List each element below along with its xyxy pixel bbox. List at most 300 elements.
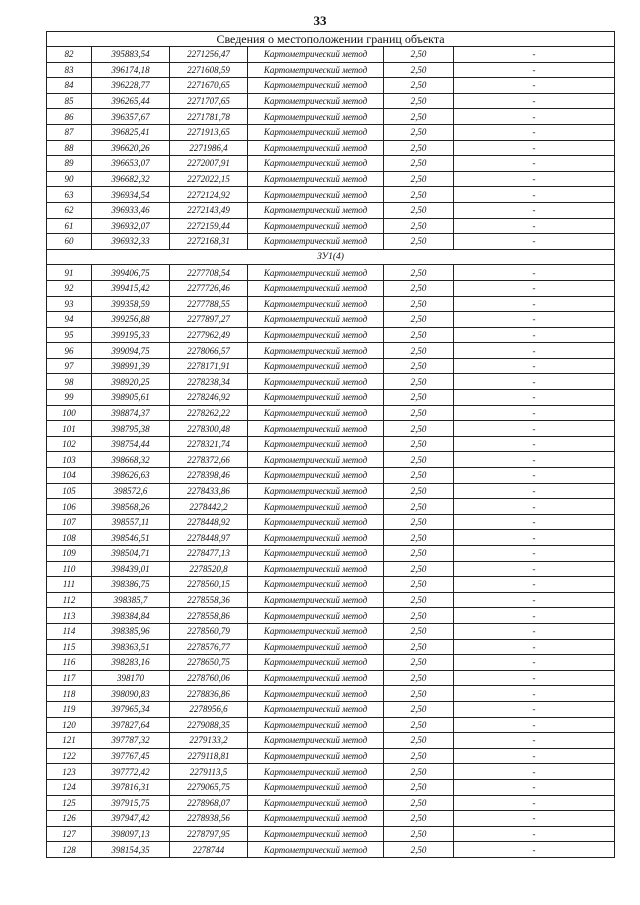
accuracy-cell: 2,50 (384, 374, 454, 390)
y-coordinate-cell: 2278576,77 (170, 639, 248, 655)
method-cell: Картометрический метод (248, 343, 384, 359)
y-coordinate-cell: 2278558,36 (170, 592, 248, 608)
method-cell: Картометрический метод (248, 265, 384, 281)
description-cell: - (454, 390, 615, 406)
description-cell: - (454, 47, 615, 63)
description-cell: - (454, 483, 615, 499)
method-cell: Картометрический метод (248, 592, 384, 608)
point-number-cell: 114 (47, 623, 92, 639)
description-cell: - (454, 764, 615, 780)
x-coordinate-cell: 397915,75 (92, 795, 170, 811)
table-row (47, 826, 615, 842)
x-coordinate-cell: 399256,88 (92, 312, 170, 328)
point-number-cell: 86 (47, 109, 92, 125)
accuracy-cell: 2,50 (384, 124, 454, 140)
point-number-cell: 108 (47, 530, 92, 546)
boundary-coordinates-table (46, 31, 615, 858)
description-cell: - (454, 62, 615, 78)
method-cell: Картометрический метод (248, 468, 384, 484)
x-coordinate-cell: 398546,51 (92, 530, 170, 546)
table-row (47, 670, 615, 686)
description-cell: - (454, 280, 615, 296)
point-number-cell: 85 (47, 93, 92, 109)
accuracy-cell: 2,50 (384, 327, 454, 343)
accuracy-cell: 2,50 (384, 577, 454, 593)
point-number-cell: 101 (47, 421, 92, 437)
method-cell: Картометрический метод (248, 436, 384, 452)
description-cell: - (454, 405, 615, 421)
method-cell: Картометрический метод (248, 124, 384, 140)
point-number-cell: 94 (47, 312, 92, 328)
accuracy-cell: 2,50 (384, 265, 454, 281)
point-number-cell: 87 (47, 124, 92, 140)
accuracy-cell: 2,50 (384, 561, 454, 577)
x-coordinate-cell: 399094,75 (92, 343, 170, 359)
x-coordinate-cell: 398572,6 (92, 483, 170, 499)
y-coordinate-cell: 2277788,55 (170, 296, 248, 312)
description-cell: - (454, 779, 615, 795)
description-cell: - (454, 124, 615, 140)
table-row (47, 561, 615, 577)
table-row (47, 779, 615, 795)
accuracy-cell: 2,50 (384, 312, 454, 328)
y-coordinate-cell: 2272022,15 (170, 171, 248, 187)
method-cell: Картометрический метод (248, 577, 384, 593)
accuracy-cell: 2,50 (384, 592, 454, 608)
y-coordinate-cell: 2278968,07 (170, 795, 248, 811)
x-coordinate-cell: 398385,96 (92, 623, 170, 639)
accuracy-cell: 2,50 (384, 171, 454, 187)
accuracy-cell: 2,50 (384, 546, 454, 562)
accuracy-cell: 2,50 (384, 670, 454, 686)
table-body (47, 32, 615, 858)
accuracy-cell: 2,50 (384, 748, 454, 764)
accuracy-cell: 2,50 (384, 280, 454, 296)
point-number-cell: 125 (47, 795, 92, 811)
method-cell: Картометрический метод (248, 109, 384, 125)
x-coordinate-cell: 398991,39 (92, 358, 170, 374)
accuracy-cell: 2,50 (384, 764, 454, 780)
y-coordinate-cell: 2272159,44 (170, 218, 248, 234)
table-row (47, 421, 615, 437)
description-cell: - (454, 436, 615, 452)
point-number-cell: 61 (47, 218, 92, 234)
point-number-cell: 95 (47, 327, 92, 343)
method-cell: Картометрический метод (248, 764, 384, 780)
y-coordinate-cell: 2271986,4 (170, 140, 248, 156)
x-coordinate-cell: 396228,77 (92, 78, 170, 94)
accuracy-cell: 2,50 (384, 639, 454, 655)
method-cell: Картометрический метод (248, 561, 384, 577)
accuracy-cell: 2,50 (384, 608, 454, 624)
point-number-cell: 111 (47, 577, 92, 593)
table-row (47, 140, 615, 156)
table-row (47, 514, 615, 530)
y-coordinate-cell: 2278171,91 (170, 358, 248, 374)
accuracy-cell: 2,50 (384, 156, 454, 172)
point-number-cell: 103 (47, 452, 92, 468)
point-number-cell: 109 (47, 546, 92, 562)
y-coordinate-cell: 2271608,59 (170, 62, 248, 78)
accuracy-cell: 2,50 (384, 436, 454, 452)
description-cell: - (454, 187, 615, 203)
x-coordinate-cell: 398626,63 (92, 468, 170, 484)
method-cell: Картометрический метод (248, 639, 384, 655)
x-coordinate-cell: 398905,61 (92, 390, 170, 406)
table-row (47, 546, 615, 562)
description-cell: - (454, 701, 615, 717)
table-row (47, 701, 615, 717)
method-cell: Картометрический метод (248, 655, 384, 671)
point-number-cell: 100 (47, 405, 92, 421)
y-coordinate-cell: 2272007,91 (170, 156, 248, 172)
method-cell: Картометрический метод (248, 140, 384, 156)
table-row (47, 234, 615, 250)
table-row (47, 280, 615, 296)
point-number-cell: 110 (47, 561, 92, 577)
x-coordinate-cell: 397787,32 (92, 733, 170, 749)
accuracy-cell: 2,50 (384, 468, 454, 484)
x-coordinate-cell: 396653,07 (92, 156, 170, 172)
x-coordinate-cell: 396174,18 (92, 62, 170, 78)
accuracy-cell: 2,50 (384, 452, 454, 468)
point-number-cell: 128 (47, 842, 92, 858)
y-coordinate-cell: 2278797,95 (170, 826, 248, 842)
point-number-cell: 113 (47, 608, 92, 624)
x-coordinate-cell: 397827,64 (92, 717, 170, 733)
x-coordinate-cell: 396682,32 (92, 171, 170, 187)
table-row (47, 265, 615, 281)
x-coordinate-cell: 398283,16 (92, 655, 170, 671)
method-cell: Картометрический метод (248, 202, 384, 218)
table-row (47, 811, 615, 827)
point-number-cell: 107 (47, 514, 92, 530)
x-coordinate-cell: 397772,42 (92, 764, 170, 780)
x-coordinate-cell: 396825,41 (92, 124, 170, 140)
point-number-cell: 98 (47, 374, 92, 390)
description-cell: - (454, 639, 615, 655)
method-cell: Картометрический метод (248, 296, 384, 312)
y-coordinate-cell: 2278442,2 (170, 499, 248, 515)
method-cell: Картометрический метод (248, 623, 384, 639)
x-coordinate-cell: 396934,54 (92, 187, 170, 203)
accuracy-cell: 2,50 (384, 795, 454, 811)
accuracy-cell: 2,50 (384, 140, 454, 156)
description-cell: - (454, 811, 615, 827)
accuracy-cell: 2,50 (384, 811, 454, 827)
y-coordinate-cell: 2278650,75 (170, 655, 248, 671)
x-coordinate-cell: 398668,32 (92, 452, 170, 468)
method-cell: Картометрический метод (248, 717, 384, 733)
x-coordinate-cell: 398874,37 (92, 405, 170, 421)
table-row (47, 296, 615, 312)
y-coordinate-cell: 2278433,86 (170, 483, 248, 499)
method-cell: Картометрический метод (248, 530, 384, 546)
method-cell: Картометрический метод (248, 514, 384, 530)
y-coordinate-cell: 2278246,92 (170, 390, 248, 406)
method-cell: Картометрический метод (248, 733, 384, 749)
table-row (47, 343, 615, 359)
y-coordinate-cell: 2271707,65 (170, 93, 248, 109)
accuracy-cell: 2,50 (384, 93, 454, 109)
y-coordinate-cell: 2272168,31 (170, 234, 248, 250)
x-coordinate-cell: 396932,07 (92, 218, 170, 234)
method-cell: Картометрический метод (248, 499, 384, 515)
description-cell: - (454, 171, 615, 187)
description-cell: - (454, 592, 615, 608)
method-cell: Картометрический метод (248, 795, 384, 811)
table-row (47, 109, 615, 125)
table-row (47, 78, 615, 94)
y-coordinate-cell: 2277962,49 (170, 327, 248, 343)
x-coordinate-cell: 399358,59 (92, 296, 170, 312)
accuracy-cell: 2,50 (384, 701, 454, 717)
table-row (47, 468, 615, 484)
description-cell: - (454, 530, 615, 546)
method-cell: Картометрический метод (248, 312, 384, 328)
y-coordinate-cell: 2278760,06 (170, 670, 248, 686)
description-cell: - (454, 265, 615, 281)
accuracy-cell: 2,50 (384, 296, 454, 312)
point-number-cell: 60 (47, 234, 92, 250)
point-number-cell: 99 (47, 390, 92, 406)
description-cell: - (454, 452, 615, 468)
method-cell: Картометрический метод (248, 187, 384, 203)
table-row (47, 592, 615, 608)
accuracy-cell: 2,50 (384, 421, 454, 437)
y-coordinate-cell: 2278238,34 (170, 374, 248, 390)
method-cell: Картометрический метод (248, 234, 384, 250)
point-number-cell: 124 (47, 779, 92, 795)
method-cell: Картометрический метод (248, 358, 384, 374)
description-cell: - (454, 358, 615, 374)
description-cell: - (454, 623, 615, 639)
method-cell: Картометрический метод (248, 156, 384, 172)
point-number-cell: 88 (47, 140, 92, 156)
y-coordinate-cell: 2278262,22 (170, 405, 248, 421)
description-cell: - (454, 717, 615, 733)
description-cell: - (454, 109, 615, 125)
y-coordinate-cell: 2278956,6 (170, 701, 248, 717)
y-coordinate-cell: 2279133,2 (170, 733, 248, 749)
x-coordinate-cell: 396620,26 (92, 140, 170, 156)
point-number-cell: 97 (47, 358, 92, 374)
page-number: 33 (313, 13, 327, 28)
method-cell: Картометрический метод (248, 280, 384, 296)
x-coordinate-cell: 399406,75 (92, 265, 170, 281)
table-row (47, 436, 615, 452)
table-row (47, 374, 615, 390)
point-number-cell: 121 (47, 733, 92, 749)
y-coordinate-cell: 2279113,5 (170, 764, 248, 780)
y-coordinate-cell: 2279065,75 (170, 779, 248, 795)
description-cell: - (454, 748, 615, 764)
method-cell: Картометрический метод (248, 608, 384, 624)
table-row (47, 842, 615, 858)
description-cell: - (454, 577, 615, 593)
description-cell: - (454, 608, 615, 624)
y-coordinate-cell: 2278558,86 (170, 608, 248, 624)
point-number-cell: 106 (47, 499, 92, 515)
accuracy-cell: 2,50 (384, 623, 454, 639)
description-cell: - (454, 140, 615, 156)
y-coordinate-cell: 2279088,35 (170, 717, 248, 733)
y-coordinate-cell: 2277726,46 (170, 280, 248, 296)
x-coordinate-cell: 398795,38 (92, 421, 170, 437)
table-row (47, 748, 615, 764)
method-cell: Картометрический метод (248, 327, 384, 343)
x-coordinate-cell: 398154,35 (92, 842, 170, 858)
point-number-cell: 105 (47, 483, 92, 499)
y-coordinate-cell: 2279118,81 (170, 748, 248, 764)
table-title: Сведения о местоположении границ объекта (47, 32, 615, 47)
section-header-row (47, 249, 615, 265)
description-cell: - (454, 234, 615, 250)
method-cell: Картометрический метод (248, 78, 384, 94)
point-number-cell: 117 (47, 670, 92, 686)
y-coordinate-cell: 2278836,86 (170, 686, 248, 702)
description-cell: - (454, 795, 615, 811)
table-row (47, 327, 615, 343)
y-coordinate-cell: 2277897,27 (170, 312, 248, 328)
point-number-cell: 127 (47, 826, 92, 842)
y-coordinate-cell: 2278398,46 (170, 468, 248, 484)
accuracy-cell: 2,50 (384, 483, 454, 499)
table-row (47, 202, 615, 218)
method-cell: Картометрический метод (248, 405, 384, 421)
point-number-cell: 123 (47, 764, 92, 780)
table-row (47, 530, 615, 546)
y-coordinate-cell: 2271913,65 (170, 124, 248, 140)
table-row (47, 452, 615, 468)
table-row (47, 156, 615, 172)
section-label: ЗУ1(4) (47, 249, 615, 265)
description-cell: - (454, 546, 615, 562)
table-row (47, 124, 615, 140)
x-coordinate-cell: 397947,42 (92, 811, 170, 827)
point-number-cell: 116 (47, 655, 92, 671)
y-coordinate-cell: 2278560,79 (170, 623, 248, 639)
method-cell: Картометрический метод (248, 826, 384, 842)
point-number-cell: 122 (47, 748, 92, 764)
point-number-cell: 118 (47, 686, 92, 702)
x-coordinate-cell: 398363,51 (92, 639, 170, 655)
method-cell: Картометрический метод (248, 842, 384, 858)
table-row (47, 358, 615, 374)
description-cell: - (454, 733, 615, 749)
accuracy-cell: 2,50 (384, 842, 454, 858)
accuracy-cell: 2,50 (384, 499, 454, 515)
x-coordinate-cell: 398090,83 (92, 686, 170, 702)
x-coordinate-cell: 396265,44 (92, 93, 170, 109)
point-number-cell: 82 (47, 47, 92, 63)
table-row (47, 312, 615, 328)
table-row (47, 218, 615, 234)
point-number-cell: 96 (47, 343, 92, 359)
accuracy-cell: 2,50 (384, 78, 454, 94)
method-cell: Картометрический метод (248, 390, 384, 406)
x-coordinate-cell: 399415,42 (92, 280, 170, 296)
table-row (47, 764, 615, 780)
point-number-cell: 62 (47, 202, 92, 218)
table-row (47, 62, 615, 78)
accuracy-cell: 2,50 (384, 826, 454, 842)
table-row (47, 639, 615, 655)
x-coordinate-cell: 398439,01 (92, 561, 170, 577)
table-row (47, 47, 615, 63)
description-cell: - (454, 218, 615, 234)
accuracy-cell: 2,50 (384, 62, 454, 78)
accuracy-cell: 2,50 (384, 655, 454, 671)
y-coordinate-cell: 2271256,47 (170, 47, 248, 63)
y-coordinate-cell: 2278300,48 (170, 421, 248, 437)
method-cell: Картометрический метод (248, 811, 384, 827)
table-row (47, 608, 615, 624)
y-coordinate-cell: 2272143,49 (170, 202, 248, 218)
y-coordinate-cell: 2271781,78 (170, 109, 248, 125)
description-cell: - (454, 421, 615, 437)
description-cell: - (454, 499, 615, 515)
y-coordinate-cell: 2278560,15 (170, 577, 248, 593)
x-coordinate-cell: 397767,45 (92, 748, 170, 764)
accuracy-cell: 2,50 (384, 234, 454, 250)
point-number-cell: 115 (47, 639, 92, 655)
table-row (47, 483, 615, 499)
table-row (47, 171, 615, 187)
y-coordinate-cell: 2278066,57 (170, 343, 248, 359)
point-number-cell: 63 (47, 187, 92, 203)
y-coordinate-cell: 2278938,56 (170, 811, 248, 827)
table-row (47, 577, 615, 593)
accuracy-cell: 2,50 (384, 514, 454, 530)
point-number-cell: 102 (47, 436, 92, 452)
y-coordinate-cell: 2278372,66 (170, 452, 248, 468)
x-coordinate-cell: 398568,26 (92, 499, 170, 515)
table-row (47, 187, 615, 203)
description-cell: - (454, 312, 615, 328)
x-coordinate-cell: 398097,13 (92, 826, 170, 842)
y-coordinate-cell: 2278448,92 (170, 514, 248, 530)
accuracy-cell: 2,50 (384, 187, 454, 203)
method-cell: Картометрический метод (248, 779, 384, 795)
description-cell: - (454, 842, 615, 858)
method-cell: Картометрический метод (248, 546, 384, 562)
x-coordinate-cell: 398384,84 (92, 608, 170, 624)
method-cell: Картометрический метод (248, 686, 384, 702)
accuracy-cell: 2,50 (384, 717, 454, 733)
x-coordinate-cell: 398385,7 (92, 592, 170, 608)
method-cell: Картометрический метод (248, 171, 384, 187)
y-coordinate-cell: 2278477,13 (170, 546, 248, 562)
point-number-cell: 112 (47, 592, 92, 608)
method-cell: Картометрический метод (248, 701, 384, 717)
table-row (47, 655, 615, 671)
y-coordinate-cell: 2277708,54 (170, 265, 248, 281)
accuracy-cell: 2,50 (384, 47, 454, 63)
accuracy-cell: 2,50 (384, 343, 454, 359)
x-coordinate-cell: 398504,71 (92, 546, 170, 562)
y-coordinate-cell: 2271670,65 (170, 78, 248, 94)
x-coordinate-cell: 399195,33 (92, 327, 170, 343)
y-coordinate-cell: 2278520,8 (170, 561, 248, 577)
x-coordinate-cell: 396932,33 (92, 234, 170, 250)
accuracy-cell: 2,50 (384, 779, 454, 795)
accuracy-cell: 2,50 (384, 218, 454, 234)
method-cell: Картометрический метод (248, 47, 384, 63)
x-coordinate-cell: 396357,67 (92, 109, 170, 125)
table-row (47, 717, 615, 733)
method-cell: Картометрический метод (248, 670, 384, 686)
